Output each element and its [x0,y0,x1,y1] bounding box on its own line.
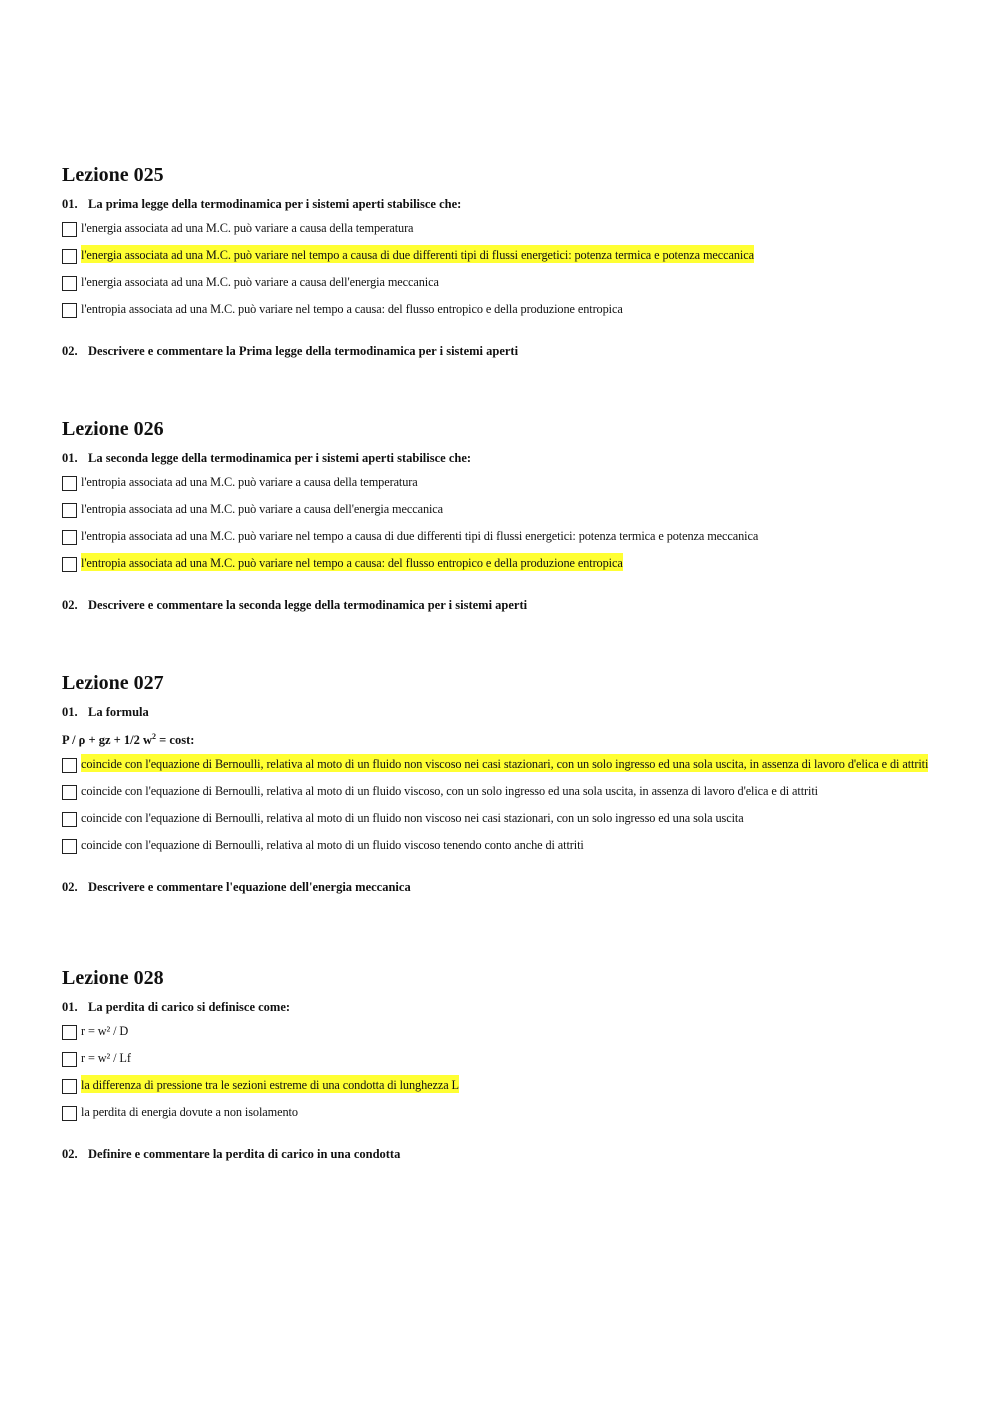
question-01 [62,450,942,466]
answer-option[interactable] [62,245,942,267]
question-text: La prima legge della termodinamica per i sistemi aperti stabilisce che: [88,197,462,211]
checkbox[interactable] [62,1106,77,1121]
checkbox[interactable] [62,785,77,800]
answer-option[interactable] [62,1075,942,1097]
checkbox[interactable] [62,530,77,545]
question-text: Descrivere e commentare l'equazione dell'energia meccanica [88,880,411,894]
question-text: Definire e commentare la perdita di carico in una condotta [88,1147,401,1161]
answer-option[interactable] [62,1048,942,1070]
question-01 [62,704,942,720]
lesson-026 [62,416,942,613]
answer-option[interactable] [62,781,942,803]
checkbox[interactable] [62,1025,77,1040]
answer-text: la perdita di energia dovute a non isolamento [81,1105,298,1119]
lesson-028 [62,965,942,1162]
lesson-title: Lezione 028 [62,967,164,989]
question-02 [62,597,942,613]
question-number: 01. [62,1000,78,1014]
answer-option[interactable] [62,808,942,830]
question-02 [62,879,942,895]
answer-text: l'energia associata ad una M.C. può variare a causa dell'energia meccanica [81,275,439,289]
answer-option[interactable] [62,299,942,321]
question-number: 02. [62,1147,78,1161]
answer-text: r = w² / D [81,1024,129,1038]
answer-options [62,754,942,857]
answer-options [62,1021,942,1124]
question-number: 01. [62,197,78,211]
formula-exponent: 2 [152,731,157,741]
answer-text-highlighted: l'entropia associata ad una M.C. può variare nel tempo a causa: del flusso entropico e della produzione entropica [81,553,623,571]
formula-tail: = cost: [156,733,195,747]
answer-text: coincide con l'equazione di Bernoulli, relativa al moto di un fluido viscoso tenendo conto anche di attriti [81,838,584,852]
checkbox[interactable] [62,303,77,318]
answer-options [62,218,942,321]
checkbox[interactable] [62,1052,77,1067]
answer-text: l'entropia associata ad una M.C. può variare a causa dell'energia meccanica [81,502,444,516]
answer-option[interactable] [62,272,942,294]
answer-option[interactable] [62,835,942,857]
question-text: La seconda legge della termodinamica per i sistemi aperti stabilisce che: [88,451,472,465]
checkbox[interactable] [62,276,77,291]
answer-text-highlighted: l'energia associata ad una M.C. può variare nel tempo a causa di due differenti tipi di flussi energetici: potenza termica e potenza meccanica [81,245,754,263]
answer-option[interactable] [62,218,942,240]
answer-option[interactable] [62,526,942,548]
checkbox[interactable] [62,222,77,237]
answer-text: l'entropia associata ad una M.C. può variare a causa della temperatura [81,475,418,489]
question-number: 01. [62,451,78,465]
lesson-title: Lezione 025 [62,164,164,186]
answer-text: l'energia associata ad una M.C. può variare a causa della temperatura [81,221,414,235]
answer-text: coincide con l'equazione di Bernoulli, relativa al moto di un fluido viscoso, con un solo ingresso ed una sola uscita, in assenza di lavoro d'elica e di attriti [81,784,818,798]
question-text: La formula [88,705,149,719]
checkbox[interactable] [62,758,77,773]
answer-option[interactable] [62,499,942,521]
question-text: La perdita di carico si definisce come: [88,1000,291,1014]
question-number: 02. [62,344,78,358]
lesson-025 [62,162,942,359]
answer-text-highlighted: coincide con l'equazione di Bernoulli, relativa al moto di un fluido non viscoso nei casi stazionari, con un solo ingresso ed una sola uscita, in assenza di lavoro d'elica e di attriti [81,754,928,772]
checkbox[interactable] [62,812,77,827]
lesson-title: Lezione 026 [62,418,164,440]
answer-option[interactable] [62,472,942,494]
answer-text: l'entropia associata ad una M.C. può variare nel tempo a causa: del flusso entropico e della produzione entropica [81,302,623,316]
answer-text-highlighted: la differenza di pressione tra le sezioni estreme di una condotta di lunghezza L [81,1075,459,1093]
answer-option[interactable] [62,1102,942,1124]
answer-text: r = w² / Lf [81,1051,131,1065]
formula [62,732,942,748]
checkbox[interactable] [62,557,77,572]
checkbox[interactable] [62,476,77,491]
question-01 [62,999,942,1015]
answer-option[interactable] [62,754,942,776]
answer-option[interactable] [62,1021,942,1043]
checkbox[interactable] [62,249,77,264]
answer-option[interactable] [62,553,942,575]
question-number: 02. [62,598,78,612]
checkbox[interactable] [62,503,77,518]
question-01 [62,196,942,212]
lesson-title: Lezione 027 [62,672,164,694]
answer-text: l'entropia associata ad una M.C. può variare nel tempo a causa di due differenti tipi di flussi energetici: potenza termica e potenza meccanica [81,529,759,543]
question-02 [62,1146,942,1162]
question-02 [62,343,942,359]
checkbox[interactable] [62,1079,77,1094]
answer-options [62,472,942,575]
question-number: 02. [62,880,78,894]
question-text: Descrivere e commentare la Prima legge della termodinamica per i sistemi aperti [88,344,519,358]
question-text: Descrivere e commentare la seconda legge della termodinamica per i sistemi aperti [88,598,528,612]
lesson-027 [62,670,942,895]
checkbox[interactable] [62,839,77,854]
formula-text: P / ρ + gz + 1/2 w [62,733,153,747]
question-number: 01. [62,705,78,719]
answer-text: coincide con l'equazione di Bernoulli, relativa al moto di un fluido non viscoso nei casi stazionari, con un solo ingresso ed una sola uscita [81,811,744,825]
